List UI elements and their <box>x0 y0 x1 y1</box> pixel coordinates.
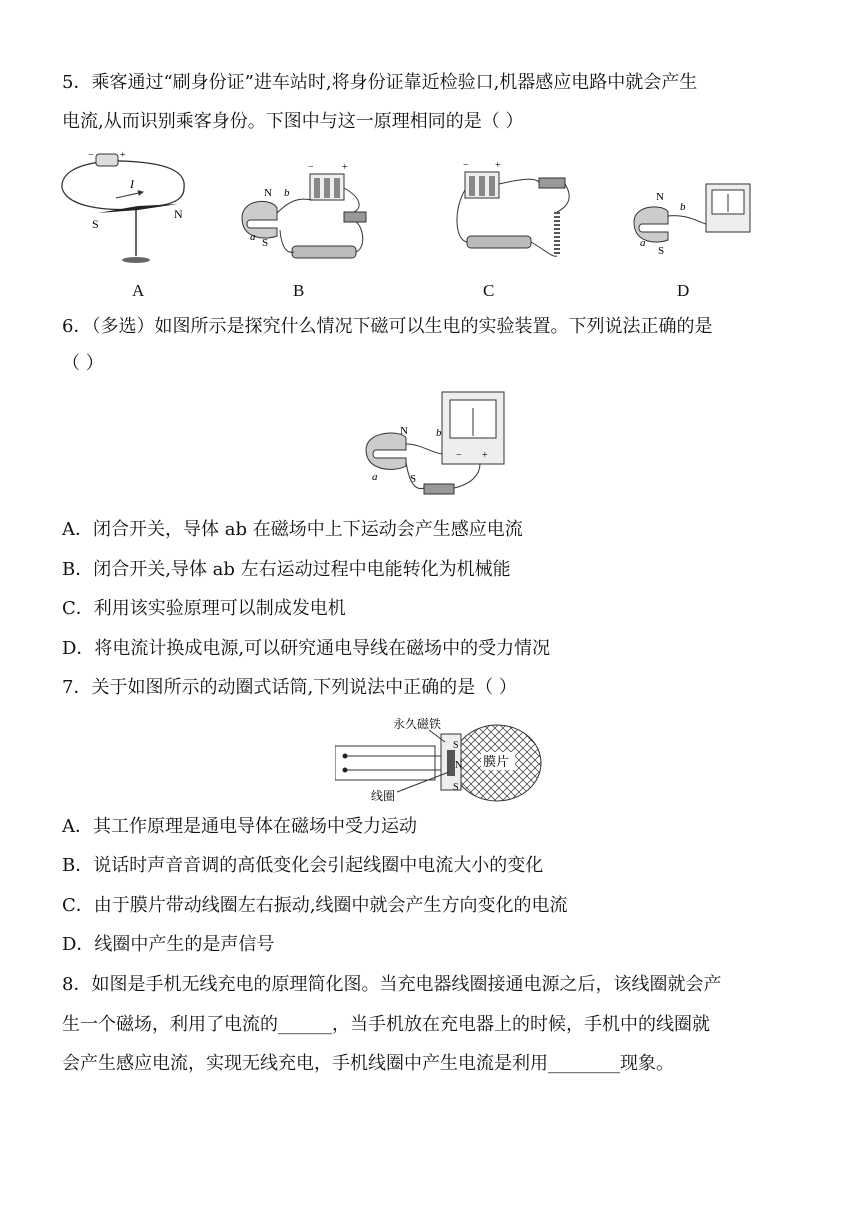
figb-plus: + <box>342 162 348 173</box>
q6-option-d: D．将电流计换成电源,可以研究通电导线在磁场中的受力情况 <box>62 638 551 659</box>
figb-n-label: N <box>264 187 272 199</box>
q7-option-b: B．说话时声音音调的高低变化会引起线圈中电流大小的变化 <box>62 855 544 876</box>
q5-caption-d: D <box>677 281 690 300</box>
q6-option-c: C．利用该实验原理可以制成发电机 <box>62 598 346 619</box>
figd-n-label: N <box>656 191 664 203</box>
q7-n-label: N <box>455 760 463 771</box>
figa-s-label: S <box>92 217 99 231</box>
figure-c-electromagnet <box>445 160 585 270</box>
figb-a-label: a <box>250 231 256 243</box>
q6-a-label: a <box>372 471 378 483</box>
figd-a-label: a <box>640 237 646 249</box>
figa-plus: + <box>120 150 126 161</box>
figure-a-compass-wire <box>58 148 193 273</box>
figc-minus: − <box>463 160 469 171</box>
q5-stem-line2: 电流,从而识别乘客身份。下图中与这一原理相同的是（ ） <box>62 111 524 132</box>
figa-n-label: N <box>174 207 183 221</box>
figc-plus: + <box>495 160 501 171</box>
q6-b-label: b <box>436 427 442 439</box>
figd-b-label: b <box>680 201 686 213</box>
figd-s-label: S <box>658 245 665 257</box>
figa-minus: − <box>88 150 94 161</box>
q6-option-a: A．闭合开关，导体 ab 在磁场中上下运动会产生感应电流 <box>62 519 523 540</box>
q7-stem: 7．关于如图所示的动圈式话筒,下列说法中正确的是（ ） <box>62 677 517 698</box>
q6-stem-line2: （ ） <box>62 353 104 374</box>
q8-stem-line3: 会产生感应电流，实现无线充电，手机线圈中产生电流是利用________现象。 <box>62 1053 674 1074</box>
q8-stem-line1: 8．如图是手机无线充电的原理简化图。当充电器线圈接通电源之后，该线圈就会产 <box>62 974 722 995</box>
figure-b-motor-setup <box>232 158 372 273</box>
q5-stem-line1: 5．乘客通过“刷身份证”进车站时,将身份证靠近检验口,机器感应电路中就会产生 <box>62 72 698 93</box>
figure-d-galvanometer <box>628 178 763 268</box>
q7-coil-label: 线圈 <box>371 789 396 803</box>
q7-magnet-label: 永久磁铁 <box>393 717 442 731</box>
q6-plus: + <box>482 450 488 461</box>
figb-s-label: S <box>262 237 269 249</box>
q7-s1-label: S <box>453 740 459 751</box>
q6-s-label: S <box>410 473 417 485</box>
q5-caption-c: C <box>483 281 495 300</box>
q7-option-d: D．线圈中产生的是声信号 <box>62 934 275 955</box>
figa-current-label: I <box>130 177 134 191</box>
figb-minus: − <box>308 162 314 173</box>
q5-caption-a: A <box>132 281 145 300</box>
q6-figure-induction <box>360 388 510 503</box>
q6-n-label: N <box>400 425 408 437</box>
q7-figure-microphone <box>335 712 545 804</box>
figb-b-label: b <box>284 187 290 199</box>
q6-option-b: B．闭合开关,导体 ab 左右运动过程中电能转化为机械能 <box>62 559 511 580</box>
q7-option-a: A．其工作原理是通电导体在磁场中受力运动 <box>62 816 417 837</box>
q7-diaphragm-label: 膜片 <box>483 754 510 769</box>
q6-minus: − <box>456 450 462 461</box>
q7-s2-label: S <box>453 782 459 793</box>
q5-caption-b: B <box>293 281 305 300</box>
q7-option-c: C．由于膜片带动线圈左右振动,线圈中就会产生方向变化的电流 <box>62 895 568 916</box>
q8-stem-line2: 生一个磁场，利用了电流的______，当手机放在充电器上的时候，手机中的线圈就 <box>62 1014 710 1035</box>
q6-stem-line1: 6．（多选）如图所示是探究什么情况下磁可以生电的实验装置。下列说法正确的是 <box>62 316 713 337</box>
